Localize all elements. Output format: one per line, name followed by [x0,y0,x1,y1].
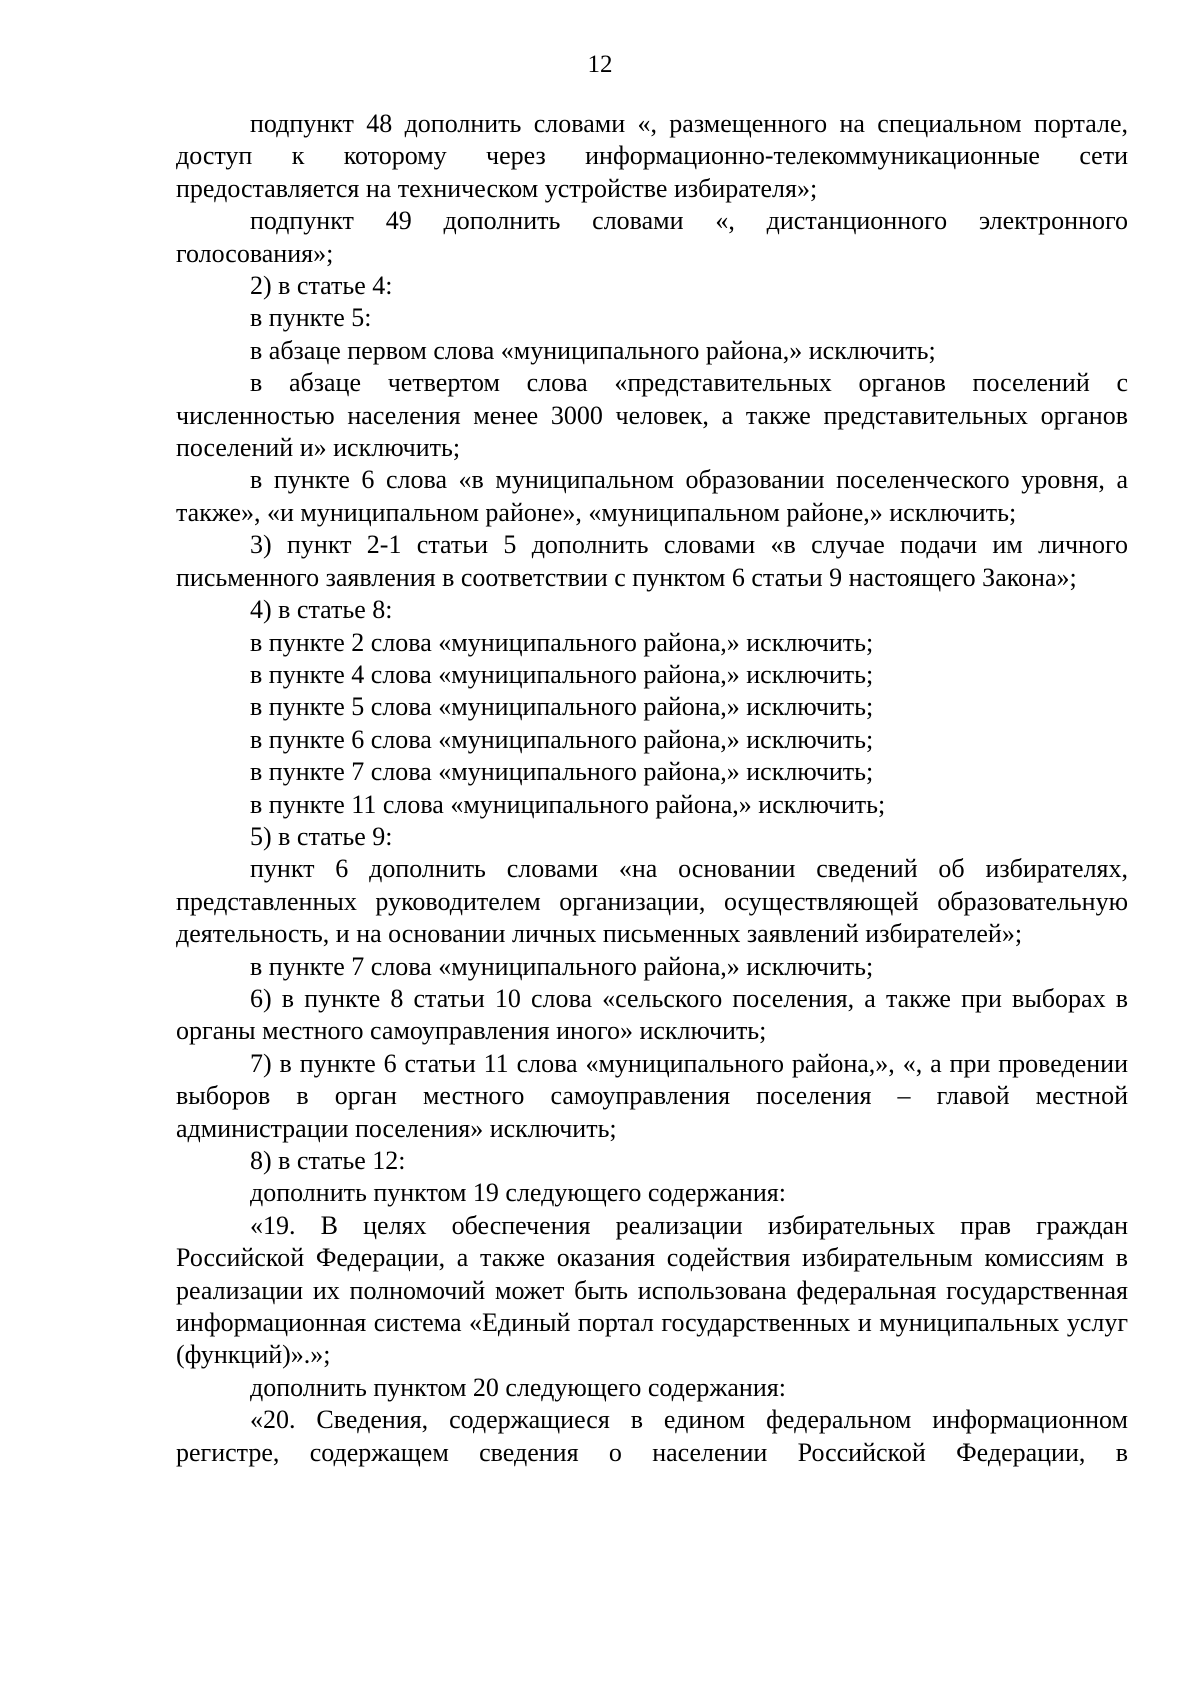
paragraph: «20. Сведения, содержащиеся в едином федеральном информационном регистре, содержащем сведения о населении Российской Федерации, в [176,1405,1128,1467]
paragraph: 6) в пункте 8 статьи 10 слова «сельского поселения, а также при выборах в органы местного самоуправления иного» исключить; [176,983,1128,1046]
paragraph: 5) в статье 9: [250,821,393,851]
paragraph: в пункте 2 слова «муниципального района,» исключить; [250,627,874,657]
paragraph: в пункте 6 слова «муниципального района,» исключить; [250,724,874,754]
paragraph: подпункт 49 дополнить словами «, дистанционного электронного голосования»; [176,206,1128,268]
paragraph: в пункте 4 слова «муниципального района,» исключить; [250,659,874,689]
paragraph: 2) в статье 4: [250,271,393,301]
paragraph: подпункт 48 дополнить словами «, размещенного на специальном портале, доступ к которому через информационно-телекоммуникационные сети предоставляется на техническом устройстве избирателя»; [176,109,1128,203]
paragraph: в абзаце первом слова «муниципального района,» исключить; [250,335,936,365]
paragraph: дополнить пунктом 20 следующего содержания: [250,1372,786,1402]
paragraph: в пункте 7 слова «муниципального района,» исключить; [250,757,874,787]
paragraph: в пункте 11 слова «муниципального района,» исключить; [250,789,886,819]
paragraph: 4) в статье 8: [250,595,393,625]
paragraph: 3) пункт 2-1 статьи 5 дополнить словами «в случае подачи им личного письменного заявления в соответствии с пунктом 6 статьи 9 настоящего Закона»; [176,530,1128,592]
paragraph: пункт 6 дополнить словами «на основании сведений об избирателях, представленных руководителем организации, осуществляющей образовательную деятельность, и на основании личных письменных заявлений избирателей»; [176,854,1128,949]
paragraph: в пункте 7 слова «муниципального района,» исключить; [250,951,874,981]
paragraph: в пункте 5 слова «муниципального района,» исключить; [250,692,874,722]
paragraph: 8) в статье 12: [250,1146,406,1175]
paragraph: в пункте 6 слова «в муниципальном образовании поселенческого уровня, а также», «и муниципальном районе», «муниципальном районе,» исключить; [176,465,1128,527]
paragraph: «19. В целях обеспечения реализации избирательных прав граждан Российской Федерации, а также оказания содействия избирательным комиссиям в реализации их полномочий может быть использована федеральная государственная информационная система «Единый портал государственных и муниципальных услуг (функций)».»; [176,1210,1128,1370]
paragraph: дополнить пунктом 19 следующего содержания: [250,1178,786,1208]
paragraph: в абзаце четвертом слова «представительных органов поселений с численностью населения менее 3000 человек, а также представительных органов поселений и» исключить; [176,368,1128,463]
document-body [176,108,1128,1469]
paragraph: 7) в пункте 6 статьи 11 слова «муниципального района,», «, а при проведении выборов в орган местного самоуправления поселения – главой местной администрации поселения» исключить; [176,1048,1128,1143]
page-number: 12 [587,51,613,78]
paragraph: в пункте 5: [250,303,372,333]
